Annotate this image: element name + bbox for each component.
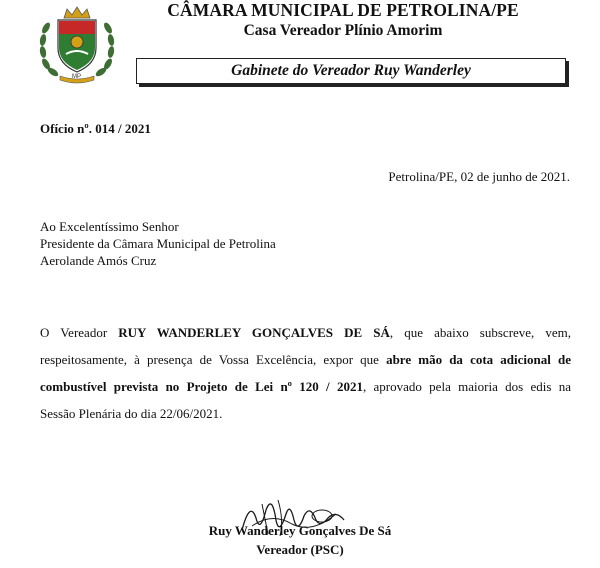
body-line-1 <box>40 325 571 341</box>
office-banner: Gabinete do Vereador Ruy Wanderley <box>136 58 566 84</box>
body-bold-name: RUY WANDERLEY GONÇALVES DE SÁ <box>118 325 390 340</box>
addressee-position: Presidente da Câmara Municipal de Petrolina <box>40 236 276 251</box>
document-reference: Ofício nº. 014 / 2021 <box>40 121 151 136</box>
body-text: , que abaixo subscreve, vem, <box>389 325 572 340</box>
body-line-4: Sessão Plenária do dia 22/06/2021. <box>40 406 223 421</box>
body-bold-text: combustível prevista no Projeto de Lei nº 120 / 2021 <box>40 379 363 394</box>
body-line-3 <box>40 379 571 395</box>
crest-motto: MP <box>72 74 81 80</box>
document-date: Petrolina/PE, 02 de junho de 2021. <box>388 169 570 184</box>
signatory-name: Ruy Wanderley Gonçalves De Sá <box>208 523 392 538</box>
building-subtitle: Casa Vereador Plínio Amorim <box>243 22 443 39</box>
body-bold-text: abre mão da cota adicional de <box>386 352 571 367</box>
addressee-name: Aerolande Amós Cruz <box>40 253 157 268</box>
body-text: O Vereador <box>40 325 108 340</box>
signatory-role: Vereador (PSC) <box>256 542 344 557</box>
body-line-2 <box>40 352 571 368</box>
institution-title: CÂMARA MUNICIPAL DE PETROLINA/PE <box>167 0 519 20</box>
body-text: , aprovado pela maioria dos edis na <box>362 379 571 394</box>
body-text: respeitosamente, à presença de Vossa Excelência, expor que <box>40 352 379 367</box>
addressee-salutation: Ao Excelentíssimo Senhor <box>40 219 179 234</box>
